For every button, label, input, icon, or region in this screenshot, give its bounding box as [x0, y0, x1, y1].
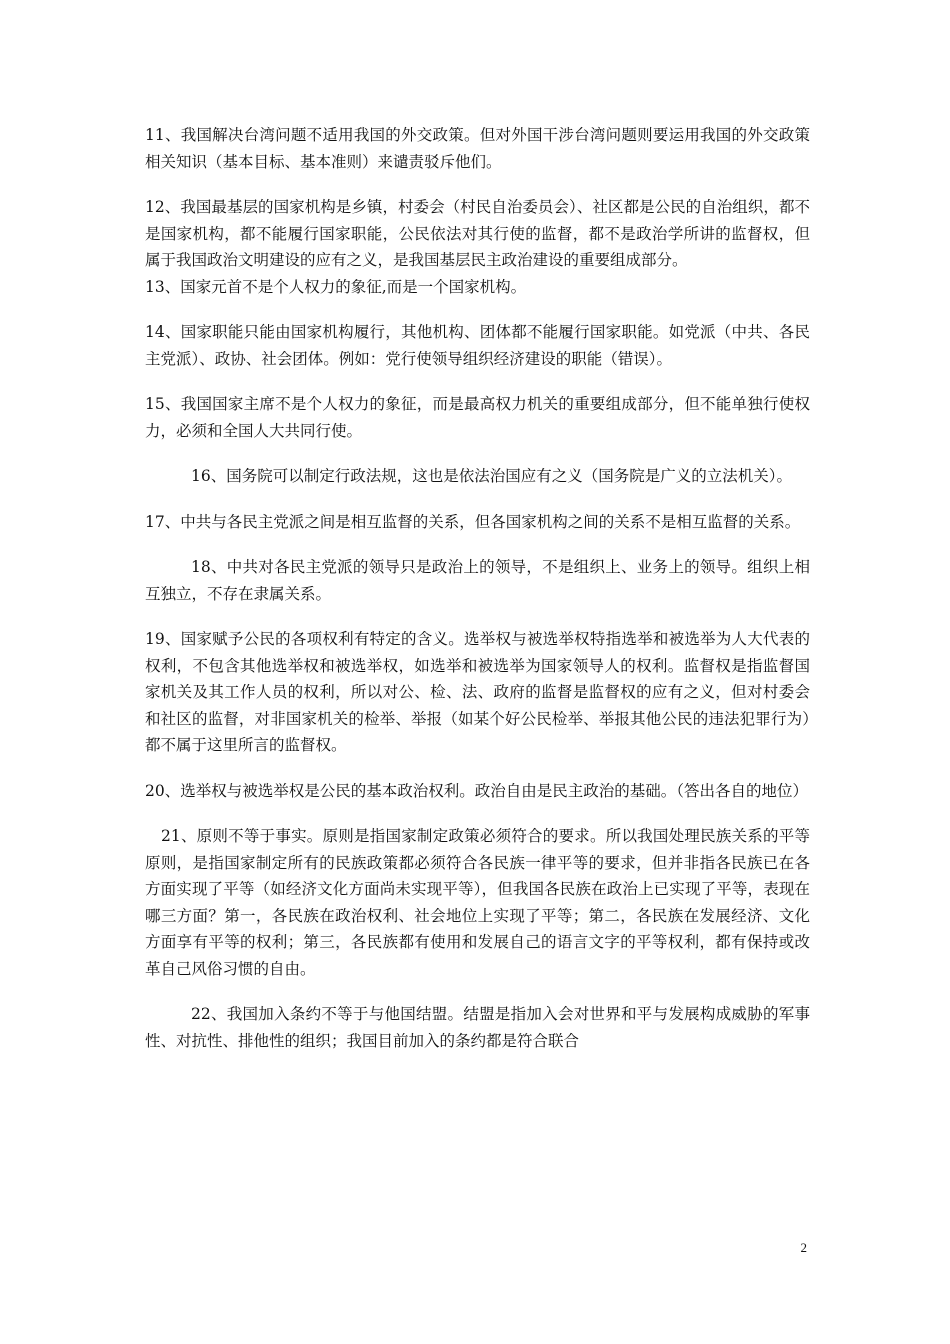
paragraph-14: 14、国家职能只能由国家机构履行，其他机构、团体都不能履行国家职能。如党派（中共、各民主党派）、政协、社会团体。例如：党行使领导组织经济建设的职能（错误）。	[145, 323, 810, 368]
paragraph-22: 22、我国加入条约不等于与他国结盟。结盟是指加入会对世界和平与发展构成威胁的军事性、对抗性、排他性的组织；我国目前加入的条约都是符合联合	[145, 1005, 810, 1050]
paragraph-21: 21、原则不等于事实。原则是指国家制定政策必须符合的要求。所以我国处理民族关系的平等原则，是指国家制定所有的民族政策都必须符合各民族一律平等的要求，但并非指各民族已在各方面实现了平等（如经济文化方面尚未实现平等），但我国各民族在政治上已实现了平等，表现在哪三方面？第一，各民族在政治权利、社会地位上实现了平等；第二，各民族在发展经济、文化方面享有平等的权利；第三，各民族都有使用和发展自己的语言文字的平等权利，都有保持或改革自己风俗习惯的自由。	[145, 827, 810, 978]
page-number: 2	[800, 1240, 807, 1255]
paragraph-16: 16、国务院可以制定行政法规，这也是依法治国应有之义（国务院是广义的立法机关）。	[191, 467, 792, 485]
paragraph-13: 13、国家元首不是个人权力的象征,而是一个国家机构。	[145, 277, 527, 296]
paragraph-11: 11、我国解决台湾问题不适用我国的外交政策。但对外国干涉台湾问题则要运用我国的外交政策相关知识（基本目标、基本准则）来谴责驳斥他们。	[145, 126, 810, 171]
paragraph-20: 20、选举权与被选举权是公民的基本政治权利。政治自由是民主政治的基础。（答出各自的地位）	[145, 781, 808, 800]
paragraph-15: 15、我国国家主席不是个人权力的象征，而是最高权力机关的重要组成部分，但不能单独行使权力，必须和全国人大共同行使。	[145, 395, 810, 440]
paragraph-12: 12、我国最基层的国家机构是乡镇，村委会（村民自治委员会）、社区都是公民的自治组织，都不是国家机构，都不能履行国家职能，公民依法对其行使的监督，都不是政治学所讲的监督权，但属于我国政治文明建设的应有之义，是我国基层民主政治建设的重要组成部分。	[145, 198, 810, 269]
paragraph-17: 17、中共与各民主党派之间是相互监督的关系，但各国家机构之间的关系不是相互监督的关系。	[145, 512, 801, 531]
paragraph-18: 18、中共对各民主党派的领导只是政治上的领导，不是组织上、业务上的领导。组织上相互独立，不存在隶属关系。	[145, 558, 810, 603]
paragraph-19: 19、国家赋予公民的各项权利有特定的含义。选举权与被选举权特指选举和被选举为人大代表的权利，不包含其他选举权和被选举权，如选举和被选举为国家领导人的权利。监督权是指监督国家机关及其工作人员的权利，所以对公、检、法、政府的监督是监督权的应有之义，但对村委会和社区的监督，对非国家机关的检举、举报（如某个好公民检举、举报其他公民的违法犯罪行为）都不属于这里所言的监督权。	[145, 630, 810, 754]
